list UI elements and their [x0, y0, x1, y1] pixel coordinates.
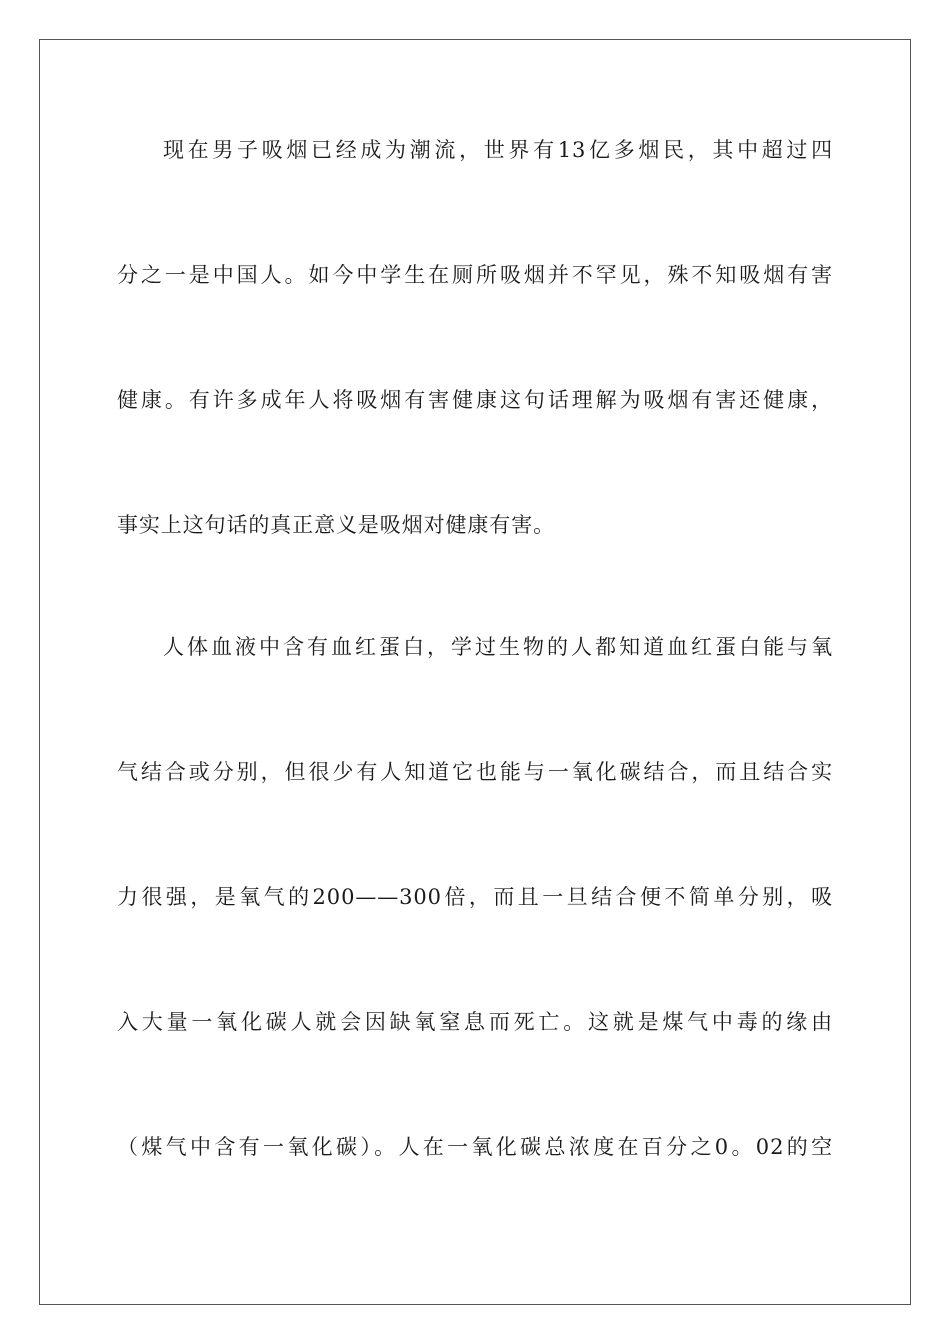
text-line: 入大量一氧化碳人就会因缺氧窒息而死亡。这就是煤气中毒的缘由 [117, 1010, 833, 1034]
text-line: 事实上这句话的真正意义是吸烟对健康有害。 [117, 513, 555, 537]
text-line: 人体血液中含有血红蛋白，学过生物的人都知道血红蛋白能与氧 [163, 635, 833, 659]
text-line: 现在男子吸烟已经成为潮流，世界有13亿多烟民，其中超过四 [163, 138, 833, 162]
text-line: 健康。有许多成年人将吸烟有害健康这句话理解为吸烟有害还健康， [117, 388, 833, 412]
text-line: （煤气中含有一氧化碳）。人在一氧化碳总浓度在百分之0。02的空 [117, 1135, 833, 1159]
page-border [39, 39, 911, 1305]
text-line: 力很强，是氧气的200——300倍，而且一旦结合便不简单分别，吸 [117, 885, 833, 909]
text-line: 分之一是中国人。如今中学生在厕所吸烟并不罕见，殊不知吸烟有害 [117, 263, 833, 287]
text-line: 气结合或分别，但很少有人知道它也能与一氧化碳结合，而且结合实 [117, 760, 833, 784]
